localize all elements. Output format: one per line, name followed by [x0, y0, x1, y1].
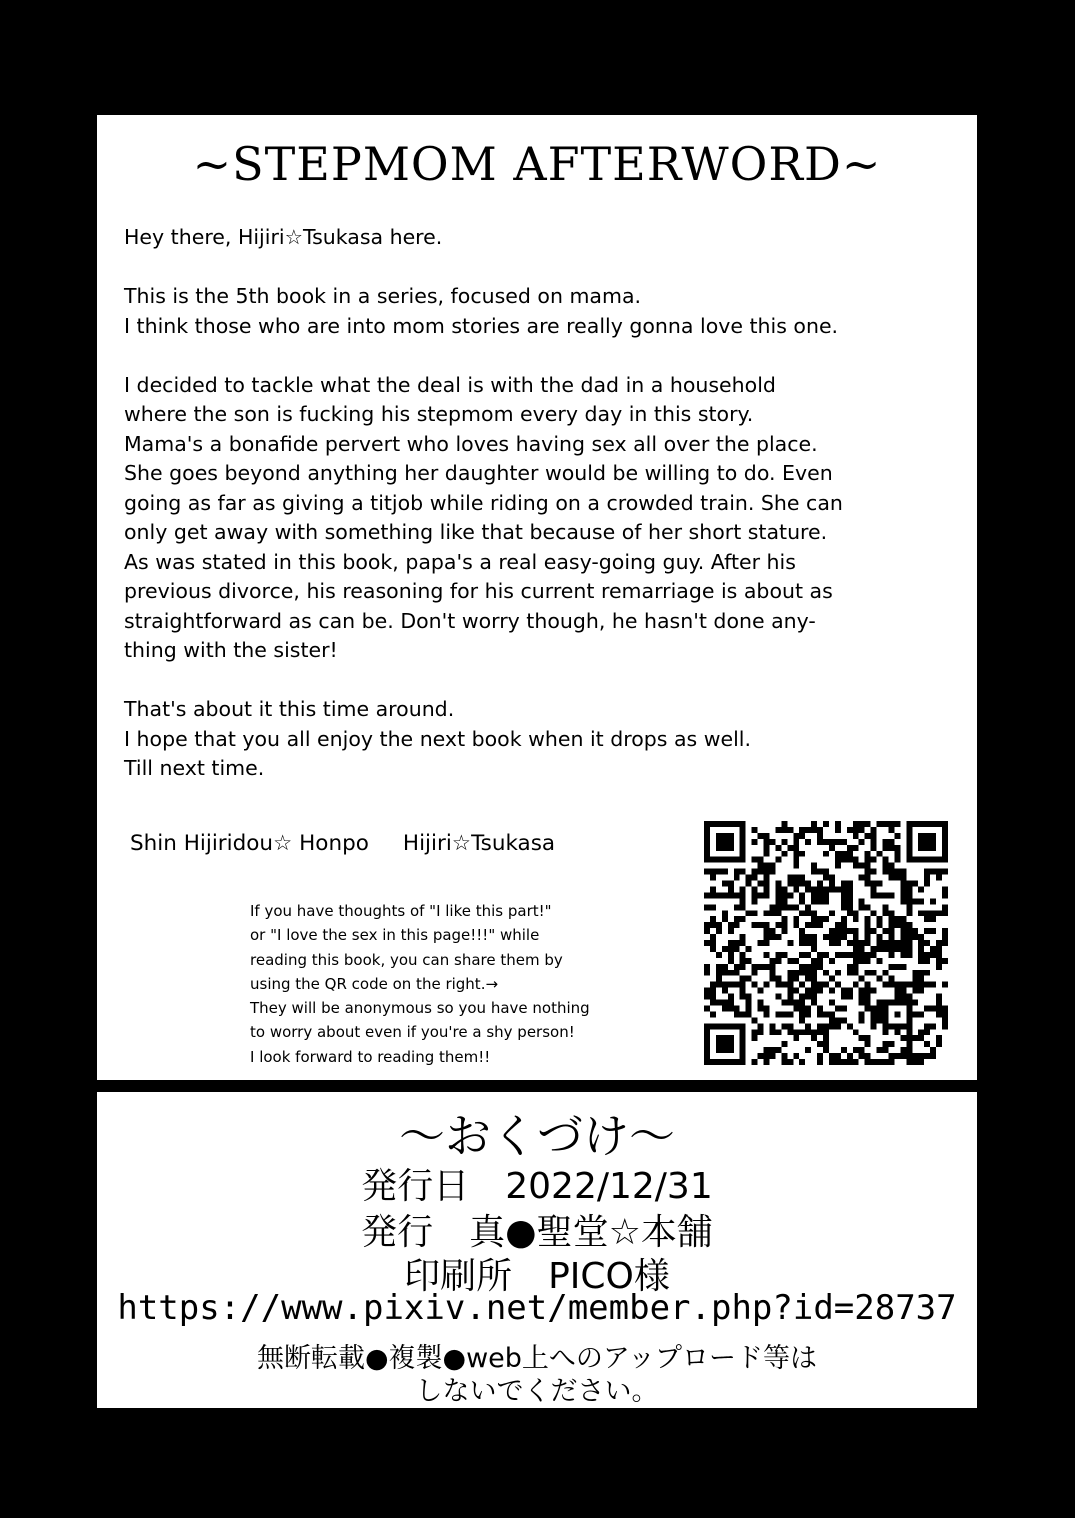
circle-name: Shin Hijiridou☆ Honpo	[130, 831, 369, 856]
signature	[130, 831, 555, 856]
afterword-paragraph: This is the 5th book in a series, focused on mama. I think those who are into mom stories are really gonna love this one.	[124, 284, 839, 338]
publisher: 発行 真●聖堂☆本舗	[361, 1212, 713, 1253]
copyright-notice-line: しないでください。	[415, 1376, 659, 1407]
printer: 印刷所 PICO様	[404, 1256, 670, 1297]
qr-code[interactable]	[704, 821, 948, 1065]
copyright-notice-line: 無断転載●複製●web上へのアップロード等は	[256, 1343, 818, 1374]
afterword-body	[124, 223, 954, 813]
qr-note: If you have thoughts of "I like this part!" or "I love the sex in this page!!!" while reading this book, you can share them by using the QR code on the right.→ They will be anonymous so you have nothing to worry about even if you're a shy person! I look forward to reading them!!	[250, 902, 590, 1066]
issue-date: 発行日 2022/12/31	[361, 1166, 713, 1207]
author-name: Hijiri☆Tsukasa	[402, 831, 556, 856]
pixiv-url[interactable]: https://www.pixiv.net/member.php?id=28737	[117, 1288, 957, 1328]
afterword-paragraph: Hey there, Hijiri☆Tsukasa here.	[124, 225, 443, 249]
afterword-paragraph: I decided to tackle what the deal is with the dad in a household where the son is fucking his stepmom every day in this story. Mama's a bonafide pervert who loves having sex all over the place. She goes beyond anything her daughter would be willing to do. Even going as far as giving a titjob while riding on a crowded train. She can only get away with something like that because of her short stature. As was stated in this book, papa's a real easy-going guy. After his previous divorce, his reasoning for his current remarriage is about as straightforward as can be. Don't worry though, he hasn't done any- thing with the sister!	[124, 372, 843, 662]
afterword-panel	[97, 115, 977, 1080]
colophon-panel	[97, 1092, 977, 1408]
afterword-paragraph: That's about it this time around. I hope that you all enjoy the next book when it drops as well. Till next time.	[124, 697, 752, 780]
afterword-title: ~STEPMOM AFTERWORD~	[192, 137, 882, 191]
colophon-title: ～おくづけ～	[399, 1109, 675, 1163]
